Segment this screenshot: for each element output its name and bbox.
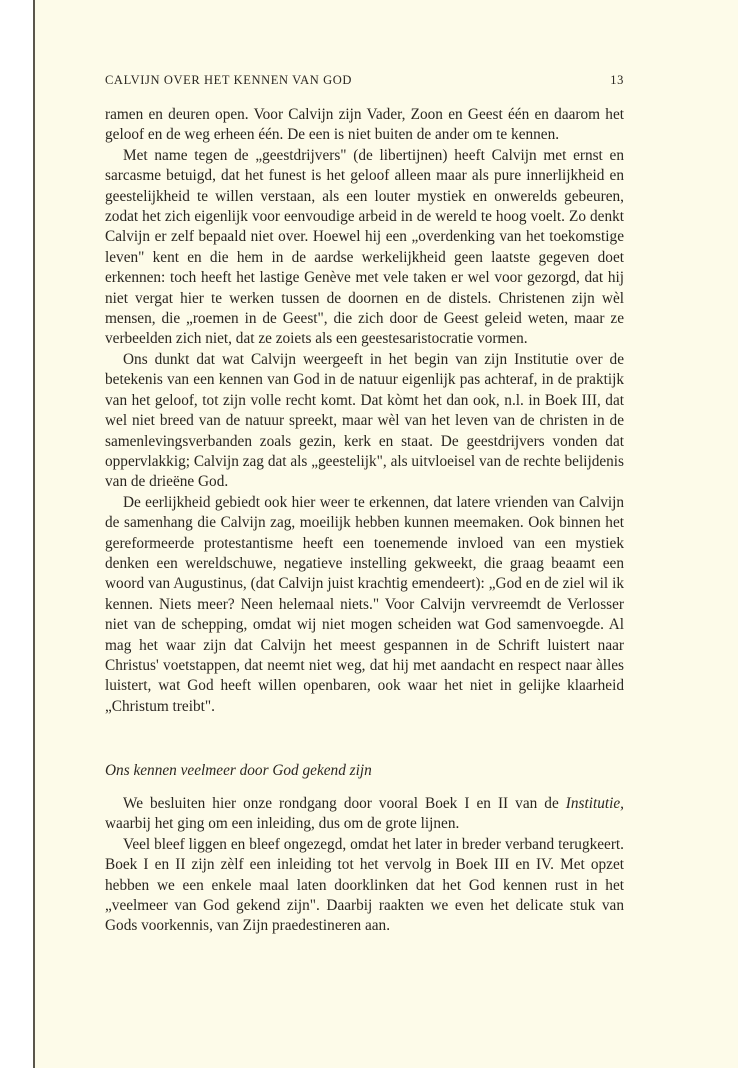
paragraph: De eerlijkheid gebiedt ook hier weer te erkennen, dat latere vrienden van Calvijn de samenhang die Calvijn zag, moeilijk hebben kunnen meemaken. Ook binnen het gereformeerde protestantisme heeft een toenemende invloed van een mystiek denken een wereldschuwe, negatieve instelling gekweekt, die graag beaamt een woord van Augustinus, (dat Calvijn juist krachtig emendeert): „God en de ziel wil ik kennen. Niets meer? Neen helemaal niets." Voor Calvijn vervreemdt de Verlosser niet van de schepping, omdat wij niet mogen scheiden wat God samenvoegde. Al mag het waar zijn dat Calvijn het meest gespannen in de Schrift luistert naar Christus' voetstappen, dat neemt niet weg, dat hij met aandacht en respect naar àlles luistert, wat God heeft willen openbaren, ook waar het niet in gelijke klaarheid „Christum treibt". [105,493,624,715]
paragraph-text: waarbij het ging om een inleiding, dus om de grote lijnen. [105,815,460,833]
running-title: CALVIJN OVER HET KENNEN VAN GOD [105,73,352,87]
paragraph: ramen en deuren open. Voor Calvijn zijn Vader, Zoon en Geest één en daarom het geloof en de weg erheen één. De een is niet buiten de ander om te kennen. [105,106,624,144]
italic-title: Institutie, [565,795,624,812]
paragraph: Veel bleef liggen en bleef ongezegd, omdat het later in breder verband terugkeert. Boek I en II zijn zèlf een inleiding tot het vervolg in Boek III en IV. Met opzet hebben we een enkele maal laten doorklinken dat het God kennen rust in het „veelmeer van God gekend zijn". Daarbij raakten we even het delicate stuk van Gods voorkennis, van Zijn praedestineren aan. [105,835,624,935]
paragraph: Met name tegen de „geestdrijvers" (de libertijnen) heeft Calvijn met ernst en sarcasme betuigd, dat het funest is het geloof alleen maar als pure innerlijkheid en geestelijkheid te willen verstaan, als een louter mystiek en onwerelds gebeuren, zodat het zich eigenlijk voor eenvoudige arbeid in de wereld te hoog voelt. Zo denkt Calvijn er zelf bepaald niet over. Hoewel hij een „overdenking van het toekomstige leven" kent en die hem in de aardse werkelijkheid geen laatste gegeven doet erkennen: toch heeft het lastige Genève met vele taken er wel voor gezorgd, dat hij niet vergat hier te werken tussen de doornen en de distels. Christenen zijn wèl mensen, die „roemen in de Geest", die zich door de Geest geleid weten, maar ze verbeelden zich niet, dat ze zoiets als een geestesaristocratie vormen. [105,146,624,348]
paragraph-text: We besluiten hier onze rondgang door vooral Boek I en II van de [123,795,566,812]
main-text [105,105,624,717]
book-page [33,0,738,1068]
page-spine-edge [33,0,35,1068]
paragraph: Ons dunkt dat wat Calvijn weergeeft in het begin van zijn Institutie over de betekenis van een kennen van God in de natuur eigenlijk pas achteraf, in de praktijk van het geloof, tot zijn volle recht komt. Dat kòmt het dan ook, n.l. in Boek III, dat wel niet breed van de natuur spreekt, maar wèl van het leven van de christen in de samenlevingsverbanden zoals gezin, kerk en staat. De geestdrijvers vonden dat oppervlakkig; Calvijn zag dat als „geestelijk", als uitvloeisel van de rechte belijdenis van de drieëne God. [105,350,624,491]
section-text [105,794,624,937]
page-number: 13 [610,73,624,87]
paragraph [105,794,624,835]
section-heading: Ons kennen veelmeer door God gekend zijn [105,762,372,779]
running-header [105,73,624,88]
